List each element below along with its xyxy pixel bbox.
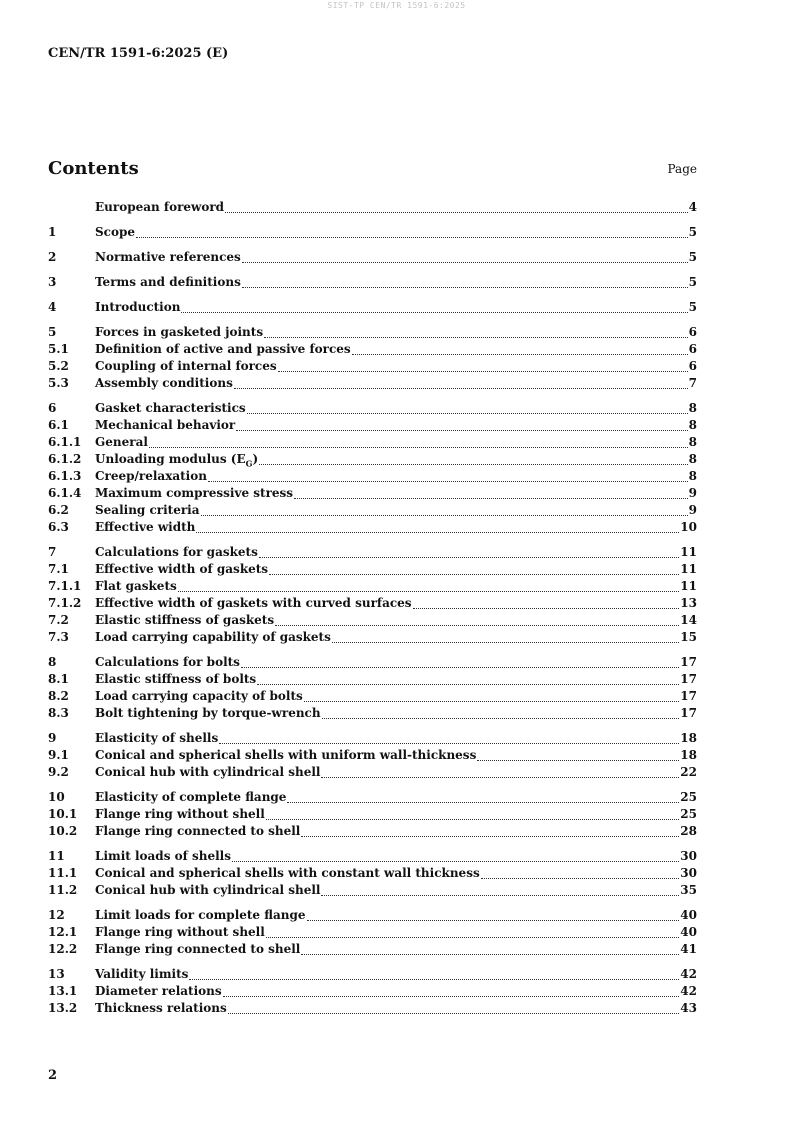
toc-entry-number: 6.1.3 — [48, 469, 82, 483]
toc-entry-title — [95, 765, 320, 779]
toc-entry-title — [95, 452, 258, 468]
toc-entry-page: 28 — [680, 824, 697, 838]
toc-entry-title — [95, 706, 321, 720]
toc-entry-number: 12 — [48, 908, 65, 922]
toc-entry-number: 6.2 — [48, 503, 69, 517]
toc-entry-page: 13 — [680, 596, 697, 610]
toc-entry-number: 12.1 — [48, 925, 78, 939]
toc-entry-title-text: Maximum compressive stress — [95, 486, 294, 500]
toc-entry[interactable] — [48, 200, 697, 217]
toc-entry[interactable] — [48, 655, 697, 672]
toc-entry-title-text: Sealing criteria — [95, 503, 200, 517]
toc-entry[interactable] — [48, 807, 697, 824]
toc-group — [48, 967, 697, 1018]
toc-entry-page: 9 — [688, 503, 697, 517]
toc-leader-dots — [332, 641, 679, 643]
toc-entry-title-text: Forces in gasketed joints — [95, 325, 264, 339]
toc-leader-dots — [228, 1012, 680, 1014]
toc-entry-title — [95, 942, 300, 956]
toc-entry-page: 5 — [688, 225, 697, 239]
toc-entry-title-text: Gasket characteristics — [95, 401, 246, 415]
toc-entry-title — [95, 596, 412, 610]
toc-leader-dots — [481, 877, 680, 879]
toc-entry-page: 9 — [688, 486, 697, 500]
toc-entry[interactable] — [48, 486, 697, 503]
toc-entry-title-text: European foreword — [95, 200, 225, 214]
toc-entry-number: 6 — [48, 401, 57, 415]
toc-group — [48, 908, 697, 959]
toc-group — [48, 275, 697, 292]
toc-entry-title — [95, 376, 233, 390]
toc-entry-number: 6.1 — [48, 418, 69, 432]
toc-group — [48, 790, 697, 841]
toc-entry-number: 7.1 — [48, 562, 69, 576]
toc-entry[interactable] — [48, 545, 697, 562]
toc-entry-title — [95, 689, 303, 703]
toc-leader-dots — [181, 311, 687, 313]
toc-entry-title — [95, 401, 246, 415]
toc-leader-dots — [219, 742, 679, 744]
toc-entry-number: 10 — [48, 790, 65, 804]
toc-entry[interactable] — [48, 300, 697, 317]
toc-entry-page: 6 — [688, 325, 697, 339]
toc-entry[interactable] — [48, 672, 697, 689]
toc-entry-title-text: Effective width — [95, 520, 196, 534]
toc-entry-page: 30 — [680, 849, 697, 863]
toc-group — [48, 250, 697, 267]
toc-group — [48, 545, 697, 647]
toc-entry-page: 8 — [688, 452, 697, 466]
toc-entry[interactable] — [48, 225, 697, 242]
toc-entry-title-text: Flange ring without shell — [95, 807, 265, 821]
toc-entry-number: 10.2 — [48, 824, 78, 838]
toc-entry-page: 15 — [680, 630, 697, 644]
toc-entry[interactable] — [48, 503, 697, 520]
toc-entry-title — [95, 225, 135, 239]
toc-entry-number: 11 — [48, 849, 65, 863]
toc-entry-page: 40 — [680, 908, 697, 922]
toc-entry[interactable] — [48, 469, 697, 486]
toc-entry-title-text: Flange ring without shell — [95, 925, 265, 939]
toc-entry-page: 17 — [680, 672, 697, 686]
toc-entry-number: 8 — [48, 655, 57, 669]
toc-entry-number: 5.1 — [48, 342, 69, 356]
toc-entry[interactable] — [48, 824, 697, 841]
toc-entry[interactable] — [48, 731, 697, 748]
toc-group — [48, 225, 697, 242]
toc-leader-dots — [136, 236, 688, 238]
toc-group — [48, 655, 697, 723]
toc-entry-page: 35 — [680, 883, 697, 897]
toc-entry[interactable] — [48, 849, 697, 866]
toc-leader-dots — [266, 936, 680, 938]
toc-entry[interactable] — [48, 435, 697, 452]
toc-entry-title — [95, 418, 235, 432]
toc-leader-dots — [266, 818, 680, 820]
toc-entry-title-end: ) — [252, 452, 259, 466]
toc-leader-dots — [321, 776, 679, 778]
toc-entry[interactable] — [48, 908, 697, 925]
toc-entry-title-text: Elasticity of shells — [95, 731, 219, 745]
toc-entry-title-text: Introduction — [95, 300, 181, 314]
toc-entry[interactable] — [48, 342, 697, 359]
toc-entry[interactable] — [48, 401, 697, 418]
toc-entry[interactable] — [48, 689, 697, 706]
toc-entry[interactable] — [48, 250, 697, 267]
toc-entry-page: 25 — [680, 807, 697, 821]
toc-leader-dots — [178, 590, 680, 592]
toc-leader-dots — [196, 531, 679, 533]
toc-entry-page: 43 — [680, 1001, 697, 1015]
toc-entry-page: 18 — [680, 731, 697, 745]
toc-leader-dots — [242, 261, 688, 263]
toc-entry-title-text: Terms and definitions — [95, 275, 241, 289]
toc-entry-page: 5 — [688, 250, 697, 264]
toc-leader-dots — [208, 480, 688, 482]
toc-leader-dots — [413, 607, 680, 609]
toc-entry[interactable] — [48, 359, 697, 376]
toc-entry-title — [95, 613, 274, 627]
toc-entry-title — [95, 967, 188, 981]
toc-entry-title-text: Limit loads of shells — [95, 849, 231, 863]
toc-entry-title — [95, 984, 222, 998]
toc-entry-number: 11.1 — [48, 866, 78, 880]
toc-entry-title-text: Normative references — [95, 250, 241, 264]
toc-leader-dots — [223, 995, 680, 997]
toc-leader-dots — [307, 919, 680, 921]
toc-entry-title — [95, 275, 241, 289]
toc-entry-page: 17 — [680, 706, 697, 720]
toc-entry-number: 7.1.1 — [48, 579, 82, 593]
toc-entry[interactable] — [48, 613, 697, 630]
toc-entry-title-text: Conical hub with cylindrical shell — [95, 883, 321, 897]
toc-leader-dots — [275, 624, 679, 626]
toc-entry-title — [95, 342, 351, 356]
toc-entry-title — [95, 200, 224, 214]
toc-leader-dots — [241, 666, 679, 668]
toc-entry-title-text: Calculations for bolts — [95, 655, 240, 669]
toc-entry-page: 6 — [688, 342, 697, 356]
toc-entry-number: 9 — [48, 731, 57, 745]
toc-entry-number: 5 — [48, 325, 57, 339]
toc-entry-title-text: Flange ring connected to shell — [95, 942, 301, 956]
toc-entry-title — [95, 925, 265, 939]
toc-entry-title — [95, 807, 265, 821]
toc-entry-title-text: General — [95, 435, 148, 449]
toc-entry-number: 6.1.4 — [48, 486, 82, 500]
toc-entry-title-text: Flange ring connected to shell — [95, 824, 301, 838]
toc-entry[interactable] — [48, 275, 697, 292]
document-id: CEN/TR 1591-6:2025 (E) — [48, 46, 229, 61]
toc-entry-title-text: Elastic stiffness of bolts — [95, 672, 257, 686]
toc-entry[interactable] — [48, 883, 697, 900]
toc-entry-number: 3 — [48, 275, 57, 289]
toc-entry[interactable] — [48, 630, 697, 647]
toc-entry-page: 11 — [680, 562, 697, 576]
toc-entry-title-text: Flat gaskets — [95, 579, 177, 593]
toc-entry-title-text: Mechanical behavior — [95, 418, 236, 432]
toc-entry-number: 7.2 — [48, 613, 69, 627]
toc-entry-title — [95, 250, 241, 264]
toc-leader-dots — [189, 978, 679, 980]
toc-entry[interactable] — [48, 520, 697, 537]
toc-entry-title-text: Calculations for gaskets — [95, 545, 258, 559]
toc-entry-page: 5 — [688, 300, 697, 314]
toc-leader-dots — [259, 463, 687, 465]
toc-leader-dots — [201, 514, 688, 516]
toc-leader-dots — [232, 860, 679, 862]
toc-entry[interactable] — [48, 967, 697, 984]
toc-entry[interactable] — [48, 765, 697, 782]
toc-entry-title — [95, 849, 231, 863]
toc-entry-number: 12.2 — [48, 942, 78, 956]
toc-entry-title-subscript: G — [245, 458, 253, 469]
toc-entry-title — [95, 300, 180, 314]
toc-leader-dots — [301, 835, 679, 837]
toc-entry[interactable] — [48, 596, 697, 613]
contents-heading: Contents — [48, 158, 139, 179]
toc-entry-title-text: Load carrying capability of gaskets — [95, 630, 331, 644]
toc-entry-page: 25 — [680, 790, 697, 804]
toc-entry-page: 6 — [688, 359, 697, 373]
toc-entry-title — [95, 672, 256, 686]
toc-entry-number: 13.2 — [48, 1001, 78, 1015]
toc-leader-dots — [269, 573, 679, 575]
toc-entry-title — [95, 359, 277, 373]
toc-entry-page: 11 — [680, 579, 697, 593]
toc-leader-dots — [225, 211, 688, 213]
toc-entry-number: 5.2 — [48, 359, 69, 373]
toc-entry[interactable] — [48, 579, 697, 596]
toc-entry[interactable] — [48, 942, 697, 959]
toc-entry-title-text: Effective width of gaskets with curved surfaces — [95, 596, 412, 610]
toc-entry-title — [95, 486, 293, 500]
toc-entry-title — [95, 469, 207, 483]
toc-entry-number: 7.1.2 — [48, 596, 82, 610]
toc-leader-dots — [321, 894, 679, 896]
toc-entry-title — [95, 748, 476, 762]
toc-entry-number: 10.1 — [48, 807, 78, 821]
toc-entry-title-text: Assembly conditions — [95, 376, 233, 390]
toc-entry-page: 11 — [680, 545, 697, 559]
toc-entry-number: 8.3 — [48, 706, 69, 720]
toc-entry-number: 2 — [48, 250, 57, 264]
page-number: 2 — [48, 1068, 58, 1083]
toc-entry-title — [95, 824, 300, 838]
toc-leader-dots — [477, 759, 679, 761]
toc-entry-title-text: Elasticity of complete flange — [95, 790, 287, 804]
toc-entry-number: 9.1 — [48, 748, 69, 762]
toc-group — [48, 849, 697, 900]
toc-entry[interactable] — [48, 452, 697, 469]
toc-leader-dots — [278, 370, 688, 372]
toc-entry-page: 30 — [680, 866, 697, 880]
toc-entry-page: 22 — [680, 765, 697, 779]
toc-entry-number: 1 — [48, 225, 57, 239]
toc-entry-title-text: Bolt tightening by torque-wrench — [95, 706, 321, 720]
toc-entry-title-text: Load carrying capacity of bolts — [95, 689, 303, 703]
toc-entry-page: 41 — [680, 942, 697, 956]
toc-entry[interactable] — [48, 418, 697, 435]
toc-entry-number: 8.2 — [48, 689, 69, 703]
toc-entry-title-text: Effective width of gaskets — [95, 562, 269, 576]
toc-entry[interactable] — [48, 925, 697, 942]
toc-entry-title — [95, 866, 480, 880]
toc-entry-title — [95, 545, 258, 559]
table-of-contents — [48, 200, 697, 1026]
toc-group — [48, 200, 697, 217]
toc-entry-page: 14 — [680, 613, 697, 627]
toc-entry-number: 8.1 — [48, 672, 69, 686]
toc-entry-page: 40 — [680, 925, 697, 939]
toc-entry-page: 8 — [688, 469, 697, 483]
toc-entry-title — [95, 579, 177, 593]
toc-entry-title — [95, 908, 306, 922]
toc-entry-page: 7 — [688, 376, 697, 390]
toc-entry-title-text: Conical hub with cylindrical shell — [95, 765, 321, 779]
toc-entry-title — [95, 790, 286, 804]
toc-entry-title — [95, 731, 218, 745]
toc-entry-number: 5.3 — [48, 376, 69, 390]
page-column-heading: Page — [667, 162, 697, 176]
toc-leader-dots — [247, 412, 688, 414]
toc-entry-page: 8 — [688, 435, 697, 449]
toc-entry[interactable] — [48, 866, 697, 883]
toc-entry-title — [95, 325, 263, 339]
toc-entry[interactable] — [48, 984, 697, 1001]
toc-leader-dots — [322, 717, 680, 719]
toc-leader-dots — [294, 497, 688, 499]
toc-entry-number: 7 — [48, 545, 57, 559]
toc-entry-number: 6.3 — [48, 520, 69, 534]
toc-group — [48, 401, 697, 537]
toc-leader-dots — [264, 336, 688, 338]
toc-entry-page: 17 — [680, 655, 697, 669]
toc-entry-title — [95, 883, 320, 897]
toc-entry[interactable] — [48, 376, 697, 393]
toc-entry-title-text: Conical and spherical shells with uniform wall-thickness — [95, 748, 477, 762]
toc-leader-dots — [287, 801, 679, 803]
toc-entry-number: 4 — [48, 300, 57, 314]
toc-leader-dots — [304, 700, 680, 702]
toc-entry-title-text: Coupling of internal forces — [95, 359, 277, 373]
toc-entry-page: 42 — [680, 967, 697, 981]
toc-entry-title — [95, 1001, 227, 1015]
toc-leader-dots — [259, 556, 679, 558]
toc-entry-title-text: Limit loads for complete flange — [95, 908, 306, 922]
toc-entry-page: 5 — [688, 275, 697, 289]
toc-entry-title-text: Conical and spherical shells with constant wall thickness — [95, 866, 480, 880]
toc-entry-page: 8 — [688, 418, 697, 432]
toc-entry-title — [95, 655, 240, 669]
toc-entry[interactable] — [48, 748, 697, 765]
watermark: SIST-TP CEN/TR 1591-6:2025 — [327, 1, 466, 10]
toc-entry[interactable] — [48, 562, 697, 579]
toc-group — [48, 731, 697, 782]
toc-leader-dots — [242, 286, 688, 288]
toc-entry[interactable] — [48, 325, 697, 342]
toc-leader-dots — [301, 953, 679, 955]
toc-entry-page: 17 — [680, 689, 697, 703]
toc-group — [48, 300, 697, 317]
toc-entry-page: 10 — [680, 520, 697, 534]
toc-entry-number: 6.1.2 — [48, 452, 82, 466]
toc-entry-title — [95, 630, 331, 644]
toc-leader-dots — [236, 429, 687, 431]
toc-leader-dots — [257, 683, 679, 685]
toc-entry-title — [95, 562, 268, 576]
toc-entry-title-text: Thickness relations — [95, 1001, 227, 1015]
toc-group — [48, 325, 697, 393]
toc-entry-title-text: Definition of active and passive forces — [95, 342, 351, 356]
toc-entry-title-text: Validity limits — [95, 967, 189, 981]
toc-entry-number: 13.1 — [48, 984, 78, 998]
toc-entry-title-text: Diameter relations — [95, 984, 222, 998]
toc-entry-number: 11.2 — [48, 883, 78, 897]
toc-leader-dots — [352, 353, 688, 355]
toc-entry-page: 42 — [680, 984, 697, 998]
toc-entry[interactable] — [48, 790, 697, 807]
toc-leader-dots — [234, 387, 688, 389]
toc-entry-page: 18 — [680, 748, 697, 762]
toc-entry-title — [95, 520, 195, 534]
toc-entry-page: 4 — [688, 200, 697, 214]
toc-entry-number: 6.1.1 — [48, 435, 82, 449]
toc-entry-title-text: Elastic stiffness of gaskets — [95, 613, 275, 627]
toc-entry-title-text: Scope — [95, 225, 136, 239]
toc-entry-title — [95, 435, 148, 449]
toc-entry-number: 7.3 — [48, 630, 69, 644]
toc-entry[interactable] — [48, 1001, 697, 1018]
toc-entry[interactable] — [48, 706, 697, 723]
toc-leader-dots — [149, 446, 688, 448]
toc-entry-number: 13 — [48, 967, 65, 981]
toc-entry-title — [95, 503, 200, 517]
toc-entry-page: 8 — [688, 401, 697, 415]
toc-entry-title-text: Creep/relaxation — [95, 469, 207, 483]
toc-entry-number: 9.2 — [48, 765, 69, 779]
toc-entry-title-text: Unloading modulus (E — [95, 452, 246, 466]
